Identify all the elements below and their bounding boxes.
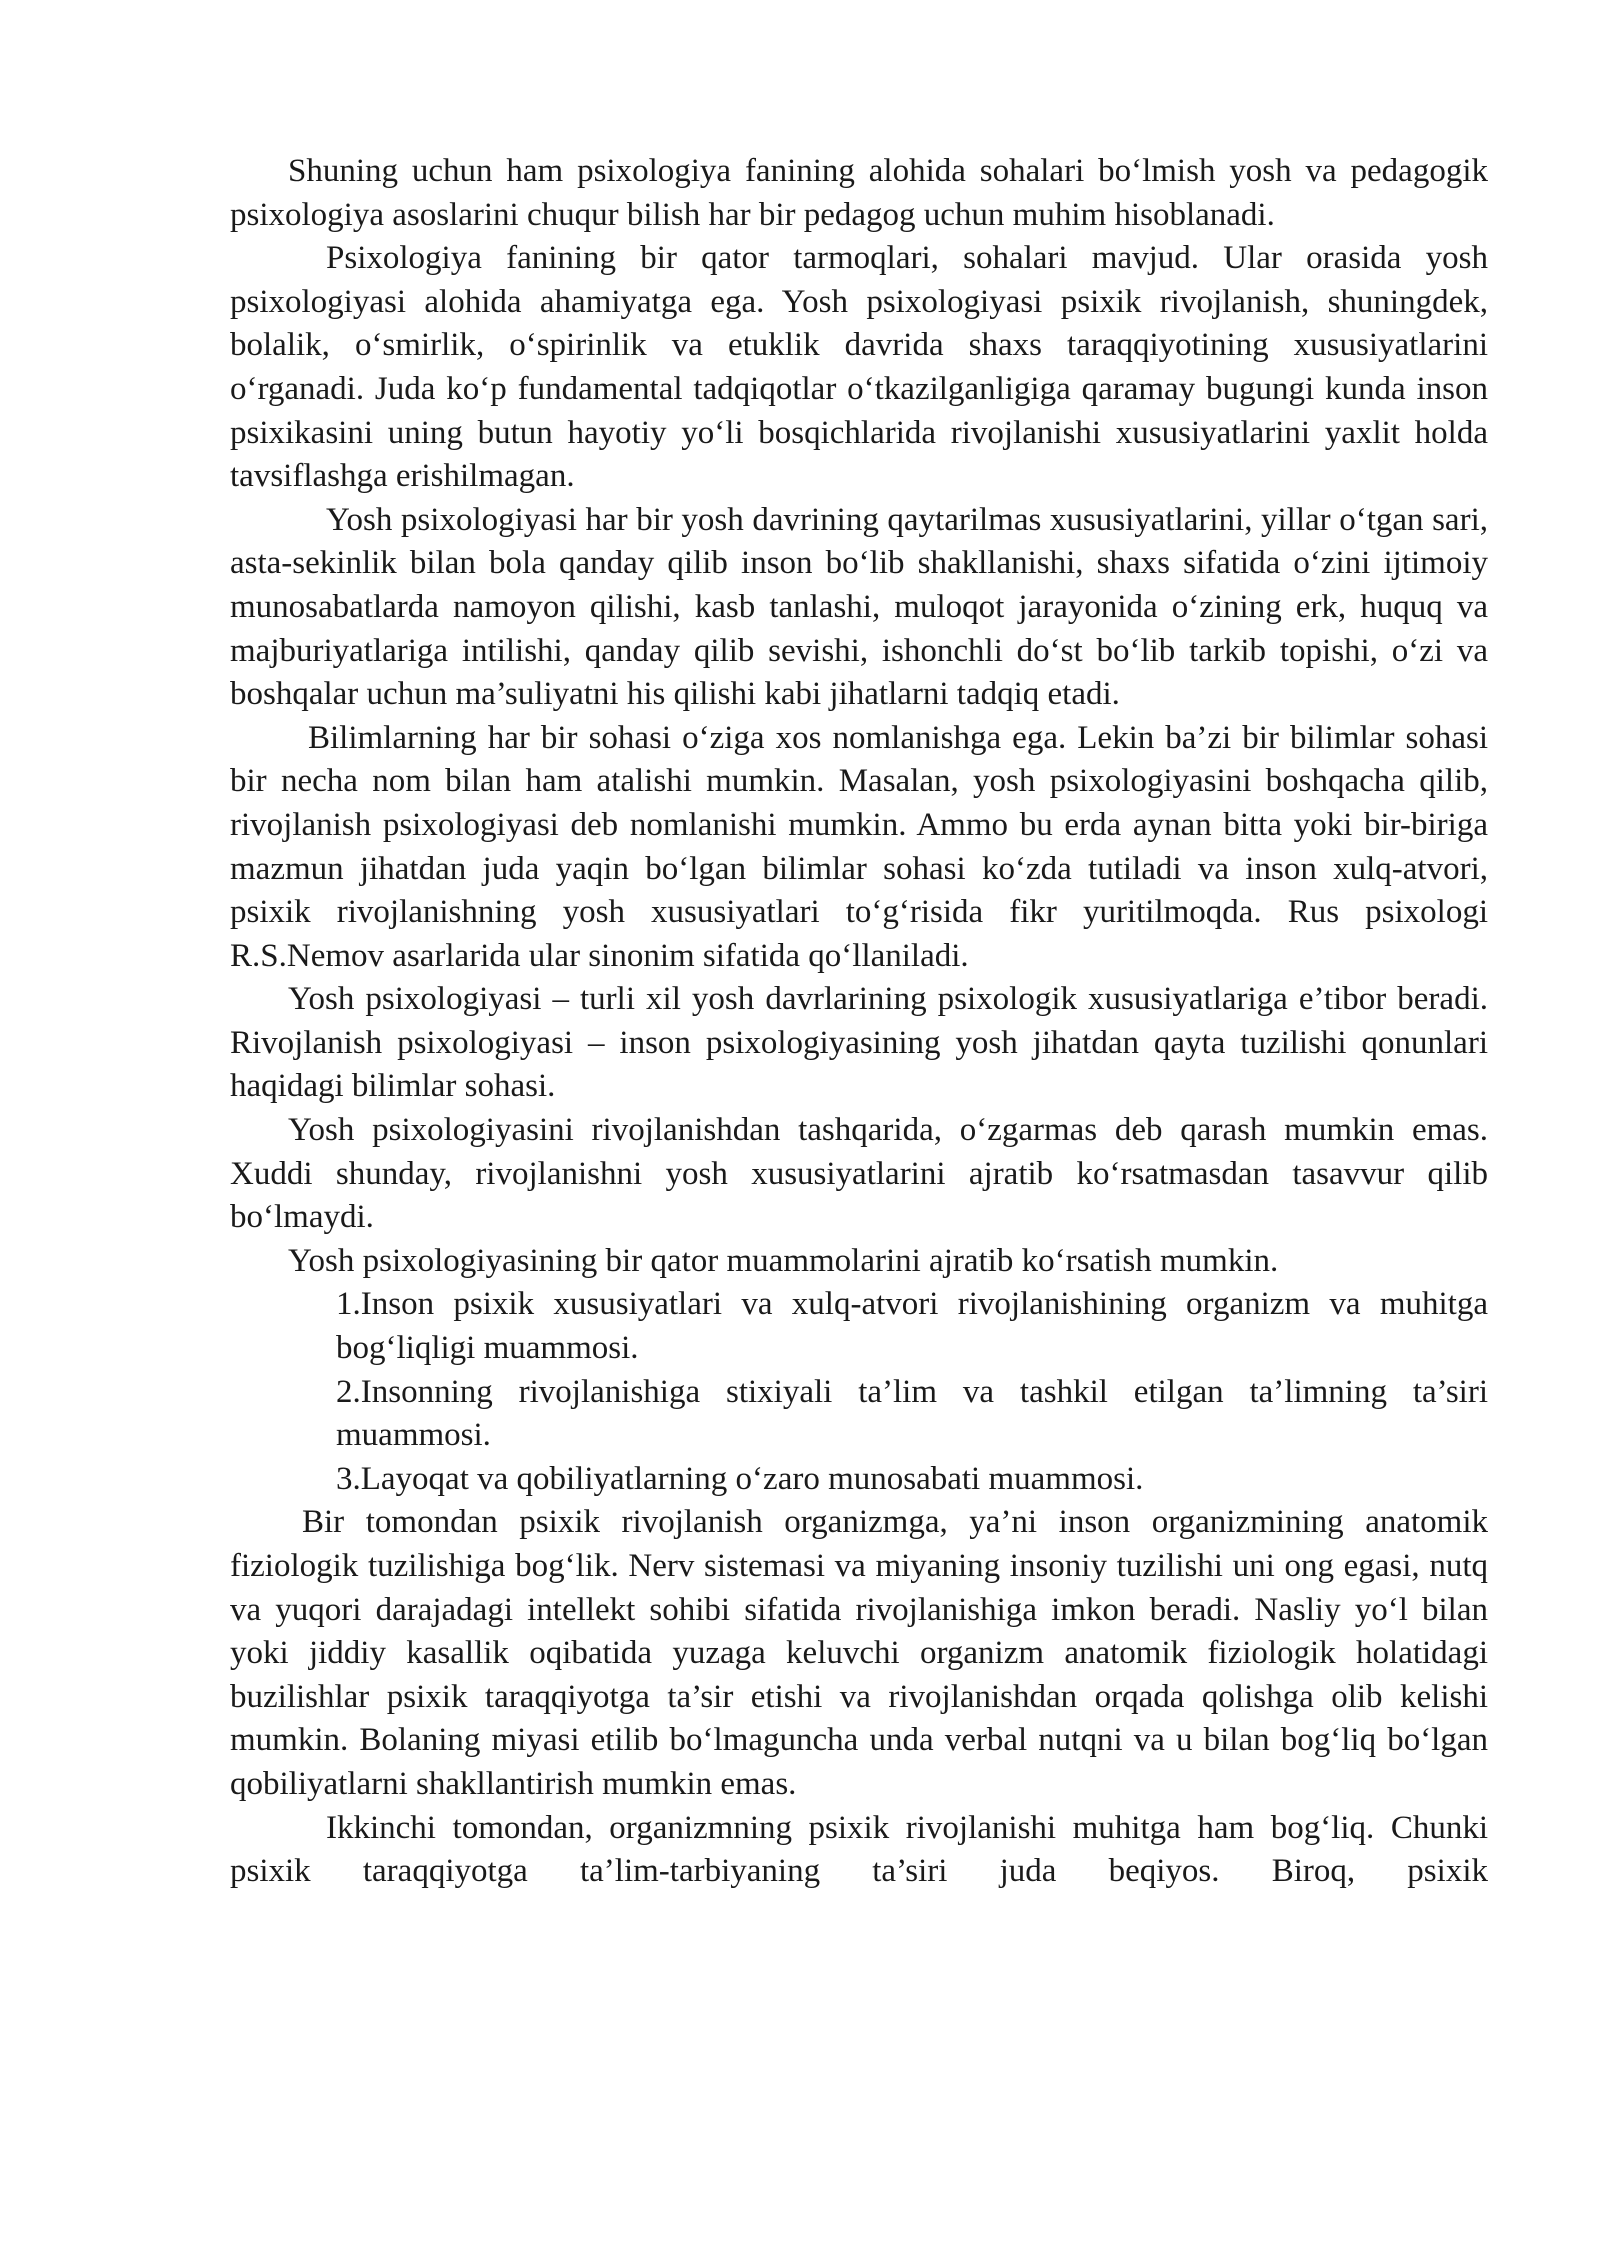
- paragraph-3: Yosh psixologiyasi har bir yosh davrining qaytarilmas xususiyatlarini, yillar o‘tgan sari, asta-sekinlik bilan bola qanday qilib inson bo‘lib shakllanishi, shaxs sifatida o‘zini ijtimoiy munosabatlarda namoyon qilishi, kasb tanlashi, muloqot jarayonida o‘zining erk, huquq va majburiyatlariga intilishi, qanday qilib sevishi, ishonchli do‘st bo‘lib tarkib topishi, o‘zi va boshqalar uchun ma’suliyatni his qilishi kabi jihatlarni tadqiq etadi.: [230, 501, 1488, 713]
- list-item: 2.Insonning rivojlanishiga stixiyali ta’lim va tashkil etilgan ta’limning ta’siri muammosi.: [336, 1373, 1488, 1454]
- list-item: 3.Layoqat va qobiliyatlarning o‘zaro munosabati muammosi.: [336, 1460, 1144, 1497]
- paragraph-8: Bir tomondan psixik rivojlanish organizmga, ya’ni inson organizmining anatomik fiziologik tuzilishiga bog‘lik. Nerv sistemasi va miyaning insoniy tuzilishi uni ong egasi, nutq va yuqori darajadagi intellekt sohibi sifatida rivojlanishiga imkon beradi. Nasliy yo‘l bilan yoki jiddiy kasallik oqibatida yuzaga keluvchi organizm anatomik fiziologik holatidagi buzilishlar psixik taraqqiyotga ta’sir etishi va rivojlanishdan orqada qolishga olib kelishi mumkin. Bolaning miyasi etilib bo‘lmaguncha unda verbal nutqni va u bilan bog‘liq bo‘lgan qobiliyatlarni shakllantirish mumkin emas.: [230, 1504, 1488, 1802]
- list-item: 1.Inson psixik xususiyatlari va xulq-atvori rivojlanishining organizm va muhitga bog‘liqligi muammosi.: [336, 1286, 1488, 1367]
- paragraph-2: Psixologiya fanining bir qator tarmoqlari, sohalari mavjud. Ular orasida yosh psixologiyasi alohida ahamiyatga ega. Yosh psixologiyasi psixik rivojlanish, shuningdek, bolalik, o‘smirlik, o‘spirinlik va etuklik davrida shaxs taraqqiyotining xususiyatlarini o‘rganadi. Juda ko‘p fundamental tadqiqotlar o‘tkazilganligiga qaramay bugungi kunda inson psixikasini uning butun hayotiy yo‘li bosqichlarida rivojlanishi xususiyatlarini yaxlit holda tavsiflashga erishilmagan.: [230, 240, 1488, 495]
- problem-list: [230, 1283, 1488, 1501]
- paragraph-4: Bilimlarning har bir sohasi o‘ziga xos nomlanishga ega. Lekin ba’zi bir bilimlar sohasi bir necha nom bilan ham atalishi mumkin. Masalan, yosh psixologiyasini boshqacha qilib, rivojlanish psixologiyasi deb nomlanishi mumkin. Ammo bu erda aynan bitta yoki bir-biriga mazmun jihatdan juda yaqin bo‘lgan bilimlar sohasi ko‘zda tutiladi va inson xulq-atvori, psixik rivojlanishning yosh xususiyatlari to‘g‘risida fikr yuritilmoqda. Rus psixologi R.S.Nemov asarlarida ular sinonim sifatida qo‘llaniladi.: [230, 719, 1488, 974]
- paragraph-1: Shuning uchun ham psixologiya fanining alohida sohalari bo‘lmish yosh va pedagogik psixologiya asoslarini chuqur bilish har bir pedagog uchun muhim hisoblanadi.: [230, 153, 1488, 233]
- paragraph-7: Yosh psixologiyasining bir qator muammolarini ajratib ko‘rsatish mumkin.: [288, 1242, 1279, 1279]
- paragraph-6: Yosh psixologiyasini rivojlanishdan tashqarida, o‘zgarmas deb qarash mumkin emas. Xuddi shunday, rivojlanishni yosh xususiyatlarini ajratib ko‘rsatmasdan tasavvur qilib bo‘lmaydi.: [230, 1112, 1488, 1236]
- document-page: [230, 150, 1488, 1894]
- paragraph-9: Ikkinchi tomondan, organizmning psixik rivojlanishi muhitga ham bog‘liq. Chunki psixik taraqqiyotga ta’lim-tarbiyaning ta’siri juda beqiyos. Biroq, psixik: [230, 1809, 1488, 1890]
- paragraph-5: Yosh psixologiyasi – turli xil yosh davrlarining psixologik xususiyatlariga e’tibor beradi. Rivojlanish psixologiyasi – inson psixologiyasining yosh jihatdan qayta tuzilishi qonunlari haqidagi bilimlar sohasi.: [230, 981, 1488, 1105]
